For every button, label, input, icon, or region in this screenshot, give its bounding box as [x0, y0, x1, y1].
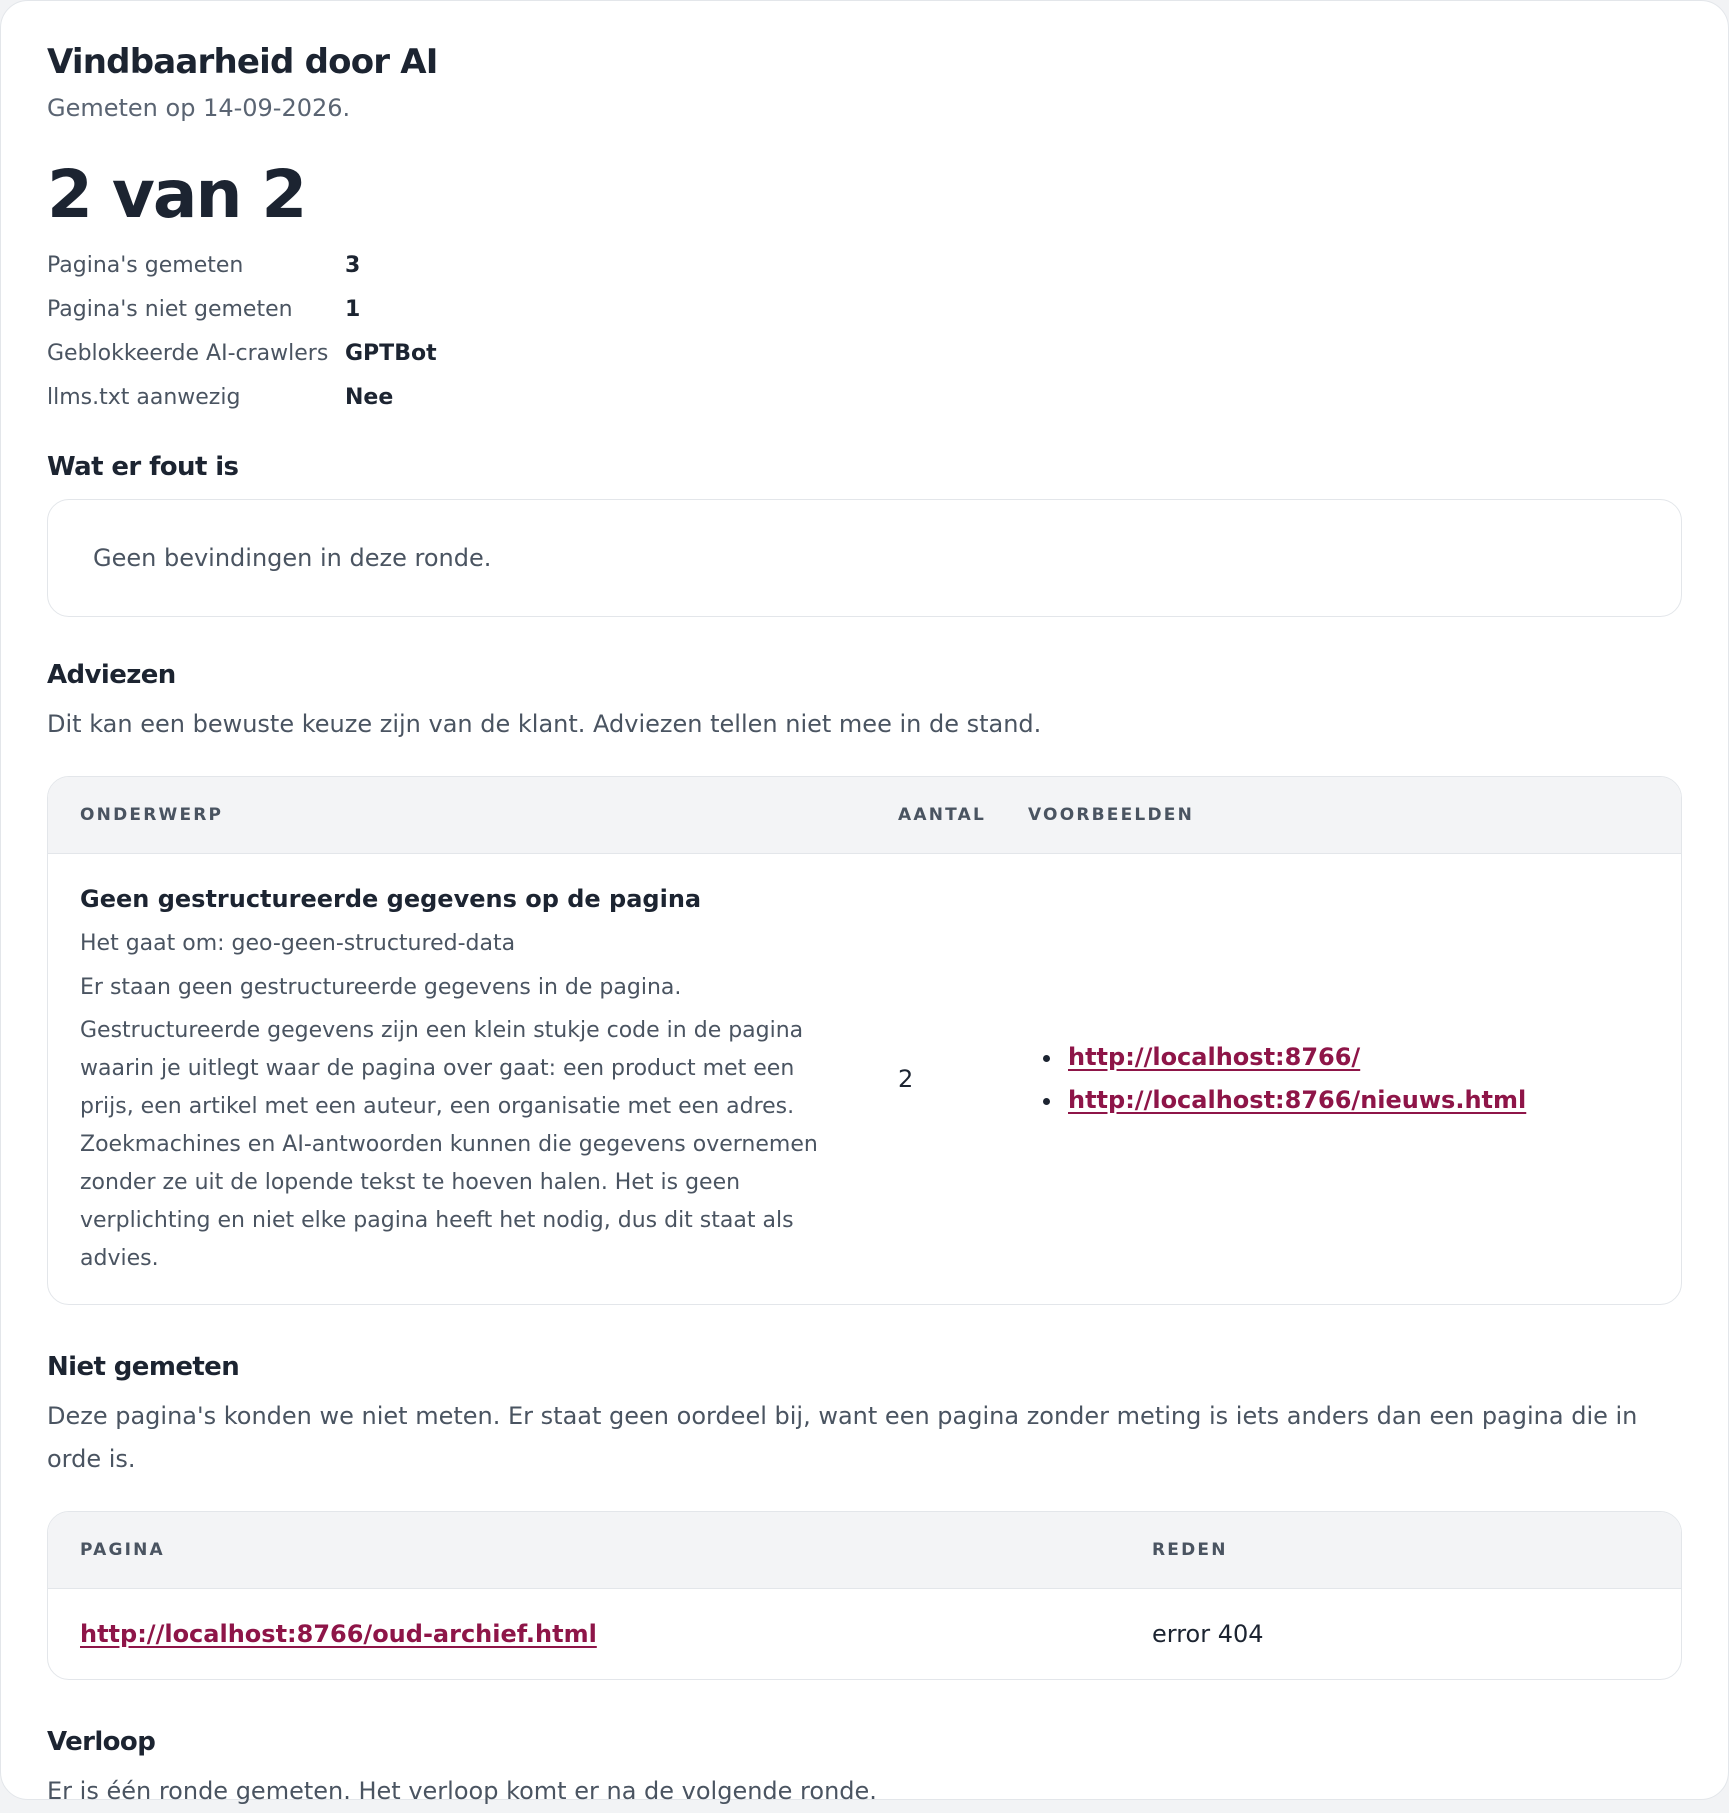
- col-header-count: AANTAL: [866, 777, 996, 854]
- stat-value: Nee: [345, 384, 394, 410]
- not-measured-section: [47, 1349, 1682, 1680]
- progress-section: [47, 1724, 1682, 1813]
- examples-list: [1028, 1036, 1681, 1122]
- advice-intro: Dit kan een bewuste keuze zijn van de klant. Adviezen tellen niet mee in de stand.: [47, 710, 1042, 738]
- stat-label: Pagina's gemeten: [47, 252, 244, 278]
- stat-label: Pagina's niet gemeten: [47, 296, 293, 322]
- stat-row: [47, 287, 437, 331]
- stat-label: llms.txt aanwezig: [47, 384, 241, 410]
- advice-long-description: Gestructureerde gegevens zijn een klein stukje code in de pagina waarin je uitlegt waar de pagina over gaat: een product met een prijs, een artikel met een auteur, een organisatie met een adres. Zoekmachines en AI-antwoorden kunnen die gegevens overnemen zonder ze uit de lopende tekst te hoeven halen. Het is geen verplichting en niet elke pagina heeft het nodig, dus dit staat als advies.: [80, 1018, 818, 1271]
- advice-heading: Adviezen: [47, 660, 176, 690]
- example-link[interactable]: http://localhost:8766/nieuws.html: [1068, 1086, 1527, 1114]
- stat-value: 1: [345, 296, 361, 322]
- example-link[interactable]: http://localhost:8766/: [1068, 1043, 1361, 1071]
- list-item: [1064, 1079, 1681, 1122]
- list-item: [1064, 1036, 1681, 1079]
- advice-short-description: Er staan geen gestructureerde gegevens in de pagina.: [80, 975, 682, 1000]
- advice-count: 2: [898, 1065, 914, 1093]
- advice-table: [47, 776, 1682, 1305]
- table-row: [48, 1589, 1681, 1679]
- stat-row: [47, 375, 437, 419]
- advice-code: Het gaat om: geo-geen-structured-data: [80, 931, 516, 956]
- col-header-reason: REDEN: [1120, 1512, 1681, 1589]
- not-measured-intro: Deze pagina's konden we niet meten. Er staat geen oordeel bij, want een pagina zonder meting is iets anders dan een pagina die in orde is.: [47, 1402, 1638, 1473]
- reason-cell: error 404: [1152, 1619, 1264, 1648]
- measured-date: Gemeten op 14-09-2026.: [47, 94, 351, 122]
- progress-heading: Verloop: [47, 1726, 156, 1757]
- table-row: [48, 854, 1681, 1305]
- stat-value: GPTBot: [345, 340, 437, 366]
- progress-text: Er is één ronde gemeten. Het verloop komt er na de volgende ronde.: [47, 1776, 877, 1805]
- advice-title: Geen gestructureerde gegevens op de pagina: [80, 885, 702, 913]
- not-measured-heading: Niet gemeten: [47, 1352, 240, 1382]
- col-header-subject: ONDERWERP: [48, 777, 866, 854]
- findings-section: [47, 449, 1682, 617]
- stat-label: Geblokkeerde AI-crawlers: [47, 340, 329, 366]
- page-link[interactable]: http://localhost:8766/oud-archief.html: [80, 1619, 597, 1648]
- stats-table: [47, 243, 437, 419]
- stat-row: [47, 331, 437, 375]
- page-cell: [48, 1589, 1120, 1679]
- findings-empty-box: [47, 499, 1682, 617]
- not-measured-table-header: [48, 1512, 1681, 1589]
- advice-subject-cell: [48, 854, 866, 1305]
- page-title: Vindbaarheid door AI: [47, 42, 438, 82]
- advice-section: [47, 657, 1682, 1305]
- findings-empty-text: Geen bevindingen in deze ronde.: [93, 544, 492, 572]
- col-header-examples: VOORBEELDEN: [996, 777, 1681, 854]
- score: 2 van 2: [47, 156, 306, 233]
- not-measured-table: [47, 1511, 1682, 1680]
- col-header-page: PAGINA: [48, 1512, 1120, 1589]
- stat-row: [47, 243, 437, 287]
- findings-heading: Wat er fout is: [47, 452, 239, 482]
- advice-examples-cell: [996, 854, 1681, 1305]
- stat-value: 3: [345, 252, 361, 278]
- advice-table-header: [48, 777, 1681, 854]
